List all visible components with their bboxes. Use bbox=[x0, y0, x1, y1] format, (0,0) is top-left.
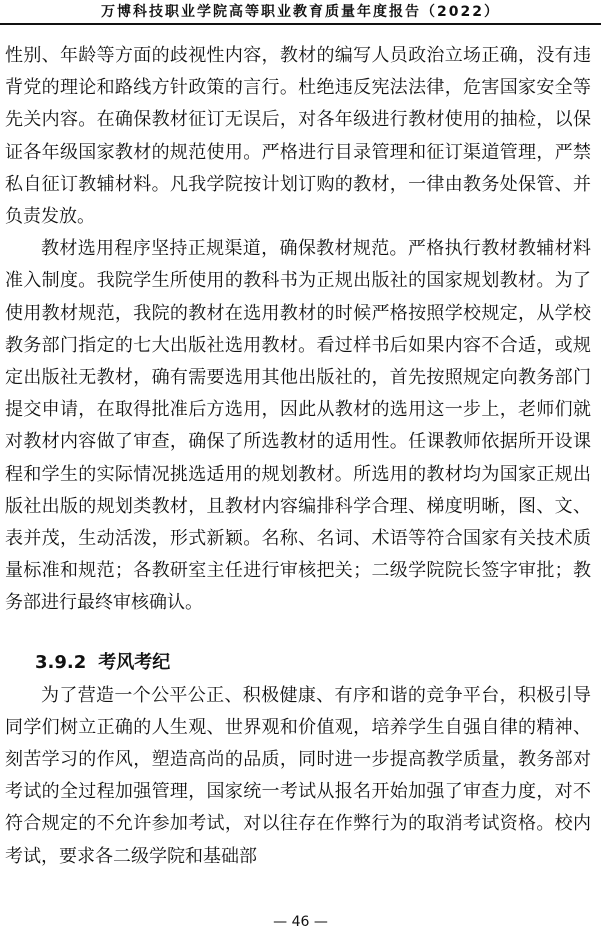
page-number: — 46 — bbox=[273, 914, 328, 930]
section-title: 考风考纪 bbox=[98, 651, 171, 673]
page-header bbox=[0, 0, 601, 24]
paragraph-exam-discipline: 为了营造一个公平公正、积极健康、有序和谐的竞争平台，积极引导同学们树立正确的人生观、世界观和价值观，培养学生自强自律的精神、刻苦学习的作风，塑造高尚的品质，同时进一步提高教学质量，教务部对考试的全过程加强管理，国家统一考试从报名开始加强了审查力度，对不符合规定的不允许参加考试，对以往存在作弊行为的取消考试资格。校内考试，要求各二级学院和基础部 bbox=[5, 684, 591, 867]
report-title: 万博科技职业学院高等职业教育质量年度报告（2022） bbox=[101, 4, 500, 20]
header-rule bbox=[0, 23, 601, 25]
paragraph-textbook-selection: 教材选用程序坚持正规渠道，确保教材规范。严格执行教材教辅材料准入制度。我院学生所使用的教科书为正规出版社的国家规划教材。为了使用教材规范，我院的教材在选用教材的时候严格按照学校规定，从学校教务部门指定的七大出版社选用教材。看过样书后如果内容不合适，或规定出版社无教材，确有需要选用其他出版社的，首先按照规定向教务部门提交申请，在取得批准后方选用，因此从教材的选用这一步上，老师们就对教材内容做了审查，确保了所选教材的适用性。任课教师依据所开设课程和学生的实际情况挑选适用的规划教材。所选用的教材均为国家正规出版社出版的规划类教材，且教材内容编排科学合理、梯度明晰，图、文、表并茂，生动活泼，形式新颖。名称、名词、术语等符合国家有关技术质量标准和规范；各教研室主任进行审核把关；二级学院院长签字审批；教务部进行最终审核确认。 bbox=[5, 238, 591, 614]
paragraph-textbook-review: 性别、年龄等方面的歧视性内容，教材的编写人员政治立场正确，没有违背党的理论和路线方针政策的言行。杜绝违反宪法法律，危害国家安全等先关内容。在确保教材征订无误后，对各年级进行教材使用的抽检，以保证各年级国家教材的规范使用。严格进行目录管理和征订渠道管理，严禁私自征订教辅材料。凡我学院按计划订购的教材，一律由教务处保管、并负责发放。 bbox=[5, 45, 591, 228]
section-heading bbox=[5, 646, 591, 680]
document-body bbox=[5, 40, 591, 873]
section-number: 3.9.2 bbox=[35, 651, 87, 673]
